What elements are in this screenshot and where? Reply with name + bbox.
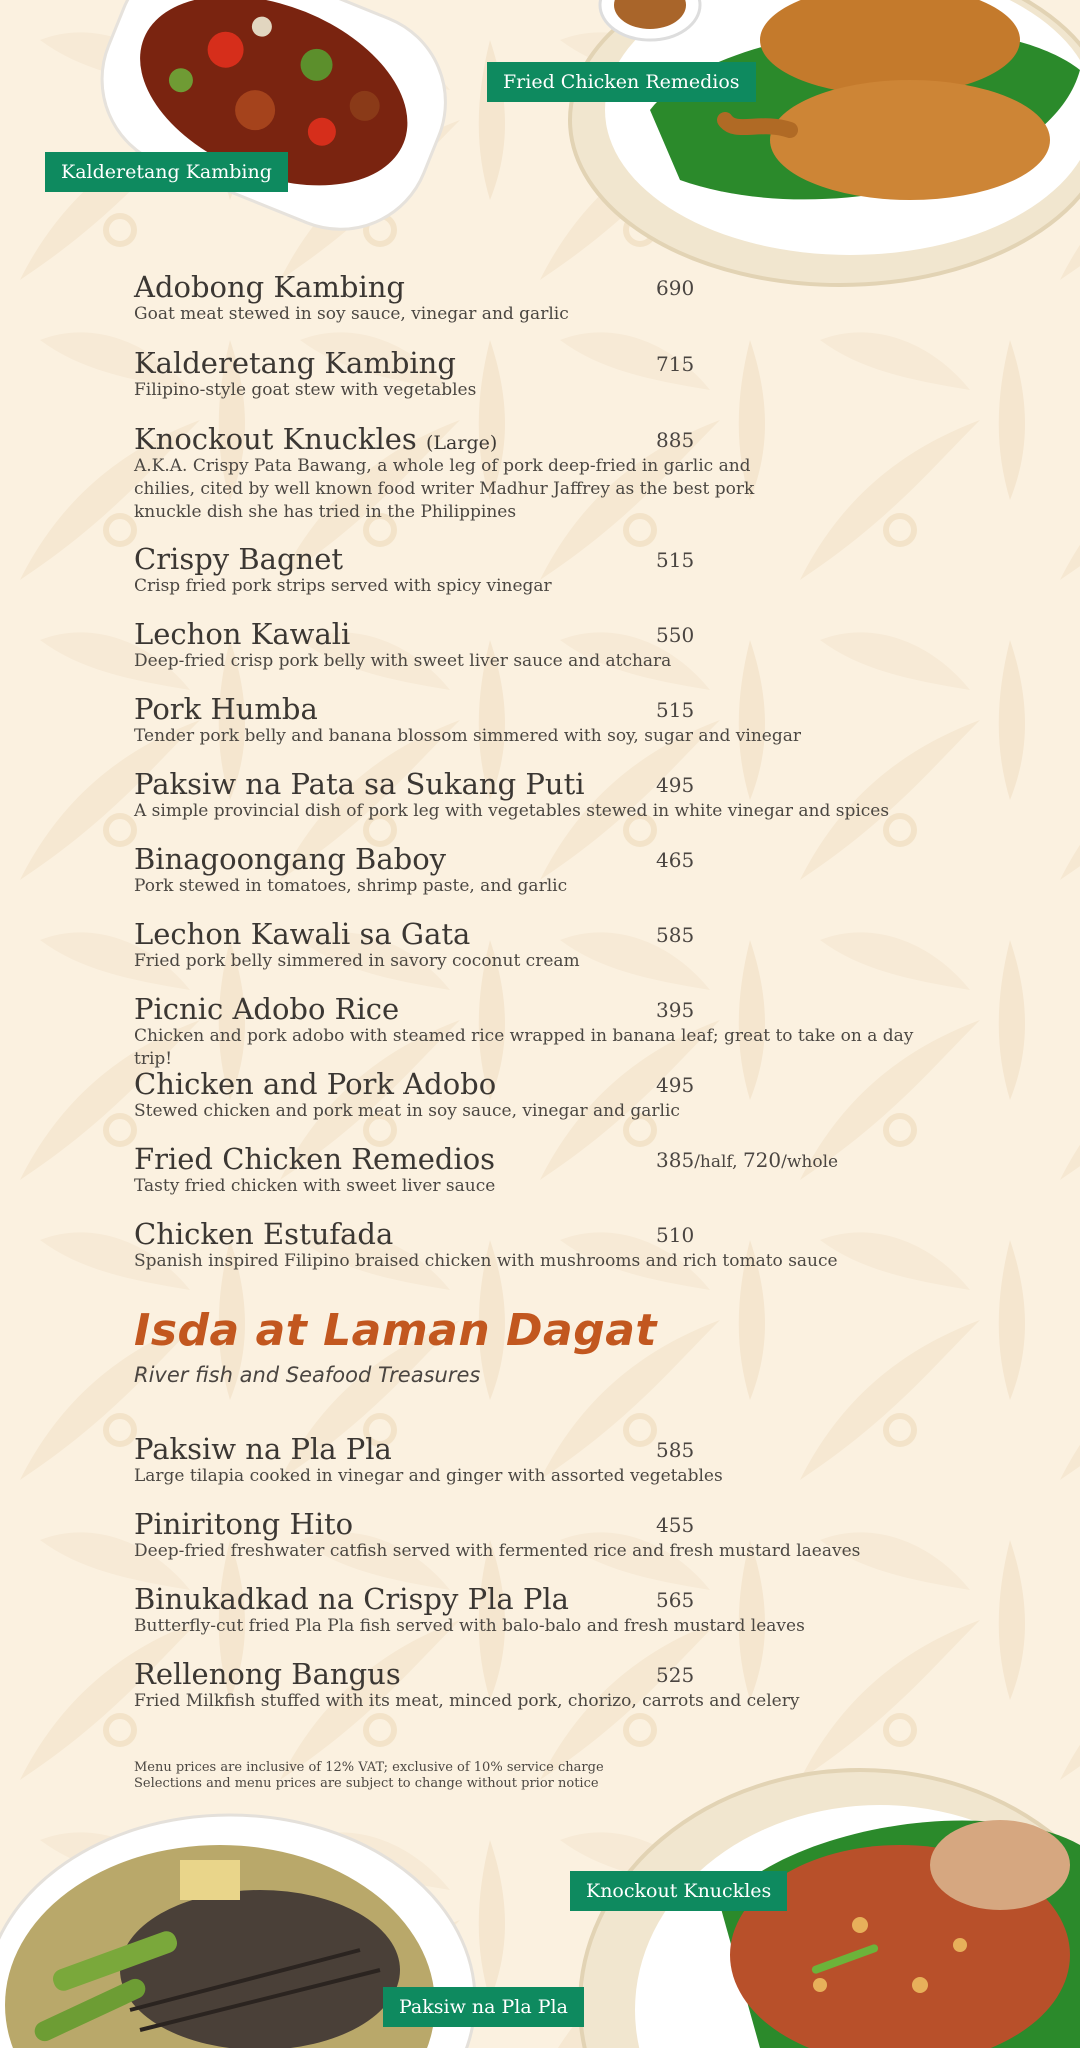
item-price: 690 (656, 276, 695, 300)
item-description: Deep-fried freshwater catfish served with fermented rice and fresh mustard laeaves (134, 1541, 861, 1561)
item-name: Paksiw na Pla Pla (134, 1432, 392, 1466)
item-price: 585 (656, 1438, 695, 1462)
item-description: Crisp fried pork strips served with spicy vinegar (134, 576, 552, 596)
item-price: 395 (656, 998, 695, 1022)
item-description: Butterfly-cut fried Pla Pla fish served with balo-balo and fresh mustard leaves (134, 1616, 805, 1636)
item-name: Picnic Adobo Rice (134, 992, 400, 1026)
item-price: 465 (656, 848, 695, 872)
item-name: Rellenong Bangus (134, 1657, 401, 1691)
photo-label-knockout-knuckles: Knockout Knuckles (570, 1871, 787, 1911)
item-name: Binukadkad na Crispy Pla Pla (134, 1582, 569, 1616)
item-price: 455 (656, 1513, 695, 1537)
section-subtitle: River fish and Seafood Treasures (134, 1363, 481, 1387)
item-price: 495 (656, 1073, 695, 1097)
item-name: Lechon Kawali sa Gata (134, 917, 471, 951)
item-description: Goat meat stewed in soy sauce, vinegar and garlic (134, 304, 569, 324)
item-price: 715 (656, 352, 695, 376)
price-footnote (134, 1760, 604, 1792)
footnote-line-vat: Menu prices are inclusive of 12% VAT; exclusive of 10% service charge (134, 1760, 604, 1775)
item-description: Large tilapia cooked in vinegar and ginger with assorted vegetables (134, 1466, 723, 1486)
item-description: Filipino-style goat stew with vegetables (134, 380, 477, 400)
item-name: Chicken and Pork Adobo (134, 1067, 497, 1101)
item-description: A simple provincial dish of pork leg with vegetables stewed in white vinegar and spices (134, 801, 890, 821)
item-description: Pork stewed in tomatoes, shrimp paste, and garlic (134, 876, 568, 896)
item-description: Fried pork belly simmered in savory coconut cream (134, 951, 580, 971)
item-description: Spanish inspired Filipino braised chicken with mushrooms and rich tomato sauce (134, 1251, 838, 1271)
item-description: Chicken and pork adobo with steamed rice wrapped in banana leaf; great to take on a day trip! (134, 1026, 914, 1069)
item-price: 495 (656, 773, 695, 797)
item-price: 510 (656, 1223, 695, 1247)
item-name-text: Knockout Knuckles (134, 422, 417, 456)
item-price: 525 (656, 1663, 695, 1687)
price-whole: 720 (742, 1148, 782, 1172)
item-description: Stewed chicken and pork meat in soy sauce, vinegar and garlic (134, 1101, 680, 1121)
fried-chicken-remedios-photo (520, 0, 1080, 320)
item-name: Chicken Estufada (134, 1217, 394, 1251)
item-price: 565 (656, 1588, 695, 1612)
item-size: (Large) (426, 432, 498, 454)
item-description: Tender pork belly and banana blossom simmered with soy, sugar and vinegar (134, 726, 802, 746)
photo-label-fried-chicken-remedios: Fried Chicken Remedios (487, 62, 756, 102)
item-description: A.K.A. Crispy Pata Bawang, a whole leg of pork deep-fried in garlic and chilies, cited by well known food writer Madhur Jaffrey as the best pork knuckle dish she has tried in the Philippines (134, 456, 755, 522)
item-price: 515 (656, 698, 695, 722)
item-price (656, 1148, 838, 1172)
item-name: Crispy Bagnet (134, 542, 344, 576)
price-whole-unit: /whole (781, 1152, 839, 1172)
item-price: 885 (656, 428, 695, 452)
item-name: Piniritong Hito (134, 1507, 354, 1541)
photo-label-paksiw-na-pla-pla: Paksiw na Pla Pla (383, 1987, 584, 2027)
item-name: Adobong Kambing (134, 270, 405, 304)
photo-label-kalderetang-kambing: Kalderetang Kambing (45, 152, 288, 192)
item-description: Fried Milkfish stuffed with its meat, minced pork, chorizo, carrots and celery (134, 1691, 800, 1711)
section-title: Isda at Laman Dagat (134, 1305, 657, 1356)
item-name: Lechon Kawali (134, 617, 351, 651)
item-name: Binagoongang Baboy (134, 842, 447, 876)
item-description: Tasty fried chicken with sweet liver sauce (134, 1176, 496, 1196)
item-price: 585 (656, 923, 695, 947)
item-name (134, 422, 497, 456)
price-half-unit: /half, (694, 1152, 743, 1172)
item-description: Deep-fried crisp pork belly with sweet liver sauce and atchara (134, 651, 672, 671)
item-name: Pork Humba (134, 692, 318, 726)
price-half: 385 (656, 1148, 695, 1172)
item-name: Paksiw na Pata sa Sukang Puti (134, 767, 585, 801)
item-price: 550 (656, 623, 695, 647)
item-name: Kalderetang Kambing (134, 346, 456, 380)
footnote-line-change: Selections and menu prices are subject to change without prior notice (134, 1776, 599, 1791)
kalderetang-kambing-photo (60, 0, 480, 260)
item-price: 515 (656, 548, 695, 572)
item-name: Fried Chicken Remedios (134, 1142, 496, 1176)
